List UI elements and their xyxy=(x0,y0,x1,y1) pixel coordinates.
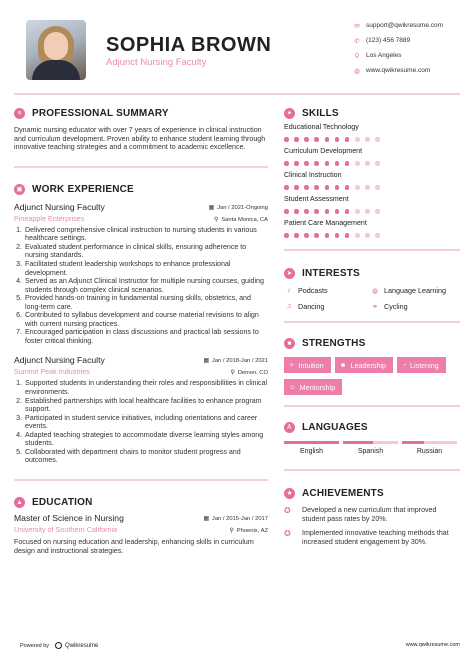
calendar-icon: ▦ xyxy=(208,204,215,211)
list-item: 6. Contributed to syllabus development and course material revisions to align with current nursing practices. xyxy=(24,311,268,328)
job-meta: ▦ Jan / 2018-Jan / 2021 ⚲ Denver, CO xyxy=(203,358,268,377)
rating-dot xyxy=(294,137,299,142)
list-item: 2. Evaluated student performance in clinical skills, ensuring adherence to nursing standards. xyxy=(24,243,268,260)
skill-rating xyxy=(284,158,380,169)
rating-dot xyxy=(365,233,370,238)
skill-name: Patient Care Management xyxy=(284,219,367,227)
rating-dot xyxy=(325,185,330,190)
skill-name: Curriculum Development xyxy=(284,147,363,155)
language-item xyxy=(402,441,457,455)
list-item: 4. Adapted teaching strategies to accommodate diverse learning styles among students. xyxy=(24,431,268,448)
language-bar xyxy=(402,441,457,444)
pin-icon: ⚲ xyxy=(229,527,234,534)
skill-item xyxy=(284,171,460,193)
rating-dot xyxy=(345,185,350,190)
interest-item: ⚭ Cycling xyxy=(370,302,460,311)
rating-dot xyxy=(355,209,360,214)
contact-phone[interactable]: ✆ (123) 456 7889 xyxy=(352,33,472,48)
interest-item: ♫ Dancing xyxy=(284,302,370,311)
skill-rating xyxy=(284,182,380,193)
list-item: 1. Delivered comprehensive clinical instruction to nursing students in various healthcare settings. xyxy=(24,226,268,243)
summary-text: Dynamic nursing educator with over 7 years of experience in clinical instruction and curriculum development. Proven ability to enhance student learning through innovative teaching strategies and a commitment to academic excellence. xyxy=(14,126,266,152)
language-item xyxy=(284,441,339,455)
rating-dot xyxy=(284,209,289,214)
contact-email[interactable]: ✉ support@qwikresume.com xyxy=(352,18,472,33)
rating-dot xyxy=(325,233,330,238)
calendar-icon: ▦ xyxy=(203,515,209,522)
language-level xyxy=(402,441,424,444)
rating-dot xyxy=(365,161,370,166)
language-icon: Ꭺ xyxy=(284,422,295,433)
footer xyxy=(14,636,460,656)
job-title: Adjunct Nursing Faculty xyxy=(14,201,105,212)
interest-item: ◍ Language Learning xyxy=(371,286,446,295)
candidate-name: SOPHIA BROWN xyxy=(106,34,272,56)
left-column xyxy=(14,105,268,555)
list-item: 4. Served as an Adjunct Clinical Instructor for multiple nursing courses, guiding students through complex clinical scenarios. xyxy=(24,277,268,294)
language-level xyxy=(343,441,373,444)
education-meta: ▦ Jan / 2015-Jan / 2017 ⚲ Phoenix, AZ xyxy=(203,515,268,534)
briefcase-icon: ▣ xyxy=(14,184,25,195)
contact-website[interactable]: ◍ www.qwikresume.com xyxy=(352,63,472,78)
candidate-role: Adjunct Nursing Faculty xyxy=(106,57,207,68)
interests-heading: ➤ INTERESTS xyxy=(284,265,460,281)
rating-dot xyxy=(375,233,380,238)
skill-item xyxy=(284,219,460,241)
summary-icon: ≡ xyxy=(14,108,25,119)
achievements-heading: ★ ACHIEVEMENTS xyxy=(284,485,460,501)
rating-dot xyxy=(314,209,319,214)
paper-plane-icon: ➤ xyxy=(284,268,295,279)
rating-dot xyxy=(335,161,340,166)
qwikresume-logo-icon xyxy=(55,642,62,649)
rating-dot xyxy=(325,137,330,142)
award-icon: ✪ xyxy=(284,506,291,515)
rating-dot xyxy=(355,233,360,238)
rating-dot xyxy=(304,137,309,142)
calendar-icon: ▦ xyxy=(203,358,209,365)
rating-dot xyxy=(314,161,319,166)
job-entry xyxy=(14,355,268,464)
strength-tag: ◔ Listening xyxy=(397,357,446,373)
interests-list xyxy=(284,286,460,311)
rating-dot xyxy=(375,185,380,190)
rating-dot xyxy=(284,233,289,238)
lightbulb-icon: ✧ xyxy=(289,362,295,369)
rating-dot xyxy=(284,161,289,166)
award-icon: ✪ xyxy=(284,529,291,539)
ear-icon: ◔ xyxy=(402,361,406,369)
rating-dot xyxy=(294,209,299,214)
list-item: 7. Encouraged participation in class discussions and practical lab sessions to foster critical thinking. xyxy=(24,328,268,345)
job-bullets xyxy=(14,226,268,346)
skill-rating xyxy=(284,230,380,241)
language-name: Russian xyxy=(416,448,443,455)
degree: Master of Science in Nursing xyxy=(14,512,124,523)
skills-list xyxy=(284,123,460,241)
rating-dot xyxy=(355,161,360,166)
education-text: Focused on nursing education and leadership, enhancing skills in curriculum design and instructional strategies. xyxy=(14,537,254,555)
email-icon: ✉ xyxy=(354,22,360,30)
resume-header xyxy=(0,0,474,96)
skill-name: Educational Technology xyxy=(284,123,359,131)
experience-heading: ▣ WORK EXPERIENCE xyxy=(14,182,268,198)
interest-item: ♪ Podcasts xyxy=(284,286,370,295)
rating-dot xyxy=(345,137,350,142)
job-company: Pineapple Enterprises xyxy=(14,213,85,223)
education-entry xyxy=(14,513,268,555)
rating-dot xyxy=(335,233,340,238)
rating-dot xyxy=(284,185,289,190)
list-item: 3. Participated in student service initiatives, including orientations and career events. xyxy=(24,414,268,431)
pin-icon: ⚲ xyxy=(214,216,219,223)
achievements-list xyxy=(284,506,460,546)
skill-item xyxy=(284,147,460,169)
microphone-icon: ♪ xyxy=(287,287,291,294)
rating-dot xyxy=(304,233,309,238)
rating-dot xyxy=(365,137,370,142)
strength-icon: ■ xyxy=(284,338,295,349)
skill-rating xyxy=(284,206,380,217)
rating-dot xyxy=(365,185,370,190)
right-column xyxy=(284,105,460,552)
rating-dot xyxy=(355,185,360,190)
rating-dot xyxy=(365,209,370,214)
rating-dot xyxy=(375,209,380,214)
language-bar xyxy=(343,441,398,444)
rating-dot xyxy=(325,161,330,166)
trophy-icon: ★ xyxy=(284,488,295,499)
job-title: Adjunct Nursing Faculty xyxy=(14,355,105,366)
skill-name: Clinical Instruction xyxy=(284,171,342,179)
divider xyxy=(284,405,460,407)
language-name: Spanish xyxy=(357,448,384,455)
rating-dot xyxy=(294,233,299,238)
list-item: 5. Provided hands-on training in fundamental nursing skills, obstetrics, and long-term care. xyxy=(24,294,268,311)
globe-icon: ◍ xyxy=(371,287,379,295)
divider xyxy=(284,249,460,251)
strengths-list xyxy=(284,357,460,395)
footer-website-link[interactable]: www.qwikresume.com xyxy=(405,642,460,648)
dance-icon: ♫ xyxy=(286,303,292,310)
rating-dot xyxy=(304,209,309,214)
rating-dot xyxy=(325,209,330,214)
skill-item xyxy=(284,123,460,145)
rating-dot xyxy=(375,137,380,142)
strength-tag: ✧ Intuition xyxy=(284,357,331,373)
language-name: English xyxy=(300,448,323,455)
divider xyxy=(14,166,268,168)
contact-list xyxy=(352,18,472,78)
summary-heading: ≡ PROFESSIONAL SUMMARY xyxy=(14,105,268,121)
lightbulb-icon: ✦ xyxy=(284,108,295,119)
list-item: 3. Facilitated student leadership workshops to enhance professional development. xyxy=(24,260,268,277)
skill-name: Student Assessment xyxy=(284,195,349,203)
location-icon: ⚲ xyxy=(354,52,360,60)
graduation-cap-icon: ▲ xyxy=(14,497,25,508)
achievement-item: ✪ Developed a new curriculum that improved student pass rates by 20%. xyxy=(284,506,437,523)
bicycle-icon: ⚭ xyxy=(372,303,378,311)
skills-heading: ✦ SKILLS xyxy=(284,105,460,121)
rating-dot xyxy=(335,185,340,190)
skill-item xyxy=(284,195,460,217)
strength-tag: ☺ Mentorship xyxy=(284,379,342,395)
rating-dot xyxy=(284,137,289,142)
mentor-icon: ☺ xyxy=(289,383,296,391)
rating-dot xyxy=(345,209,350,214)
rating-dot xyxy=(294,161,299,166)
job-bullets xyxy=(14,379,268,464)
rating-dot xyxy=(335,209,340,214)
languages-heading: Ꭺ LANGUAGES xyxy=(284,419,460,435)
achievement-item: ✪ Implemented innovative teaching methods that increased student engagement by 30%. xyxy=(284,529,449,546)
rating-dot xyxy=(294,185,299,190)
divider xyxy=(284,321,460,323)
strength-tag: ☻ Leadership xyxy=(335,357,393,373)
profile-photo xyxy=(26,20,86,80)
language-bar xyxy=(284,441,339,444)
language-level xyxy=(284,441,339,444)
divider xyxy=(284,469,460,471)
rating-dot xyxy=(304,185,309,190)
list-item: 1. Supported students in understanding their roles and responsibilities in clinical environments. xyxy=(24,379,268,396)
school: University of Southern California xyxy=(14,524,118,534)
rating-dot xyxy=(314,185,319,190)
contact-location: ⚲ Los Angeles xyxy=(352,48,472,63)
job-company: Summit Peak Industries xyxy=(14,367,90,377)
rating-dot xyxy=(314,137,319,142)
rating-dot xyxy=(314,233,319,238)
rating-dot xyxy=(345,161,350,166)
powered-by[interactable]: Powered by Qwikresume xyxy=(20,642,99,649)
languages-list xyxy=(284,441,460,455)
job-meta: ▦ Jan / 2021-Ongoing ⚲ Santa Monica, CA xyxy=(208,204,268,223)
pin-icon: ⚲ xyxy=(230,370,235,377)
language-item xyxy=(343,441,398,455)
rating-dot xyxy=(335,137,340,142)
skill-rating xyxy=(284,134,380,145)
job-entry xyxy=(14,202,268,346)
phone-icon: ✆ xyxy=(354,37,360,45)
globe-icon: ◍ xyxy=(354,67,360,75)
rating-dot xyxy=(355,137,360,142)
rating-dot xyxy=(345,233,350,238)
education-heading: ▲ EDUCATION xyxy=(14,495,268,511)
strengths-heading: ■ STRENGTHS xyxy=(284,335,460,351)
people-icon: ☻ xyxy=(339,361,347,369)
list-item: 2. Established partnerships with local healthcare facilities to enhance program support. xyxy=(24,397,268,414)
rating-dot xyxy=(304,161,309,166)
rating-dot xyxy=(375,161,380,166)
header-divider xyxy=(14,93,460,95)
list-item: 5. Collaborated with department chairs to monitor student progress and outcomes. xyxy=(24,448,268,465)
divider xyxy=(14,479,268,481)
